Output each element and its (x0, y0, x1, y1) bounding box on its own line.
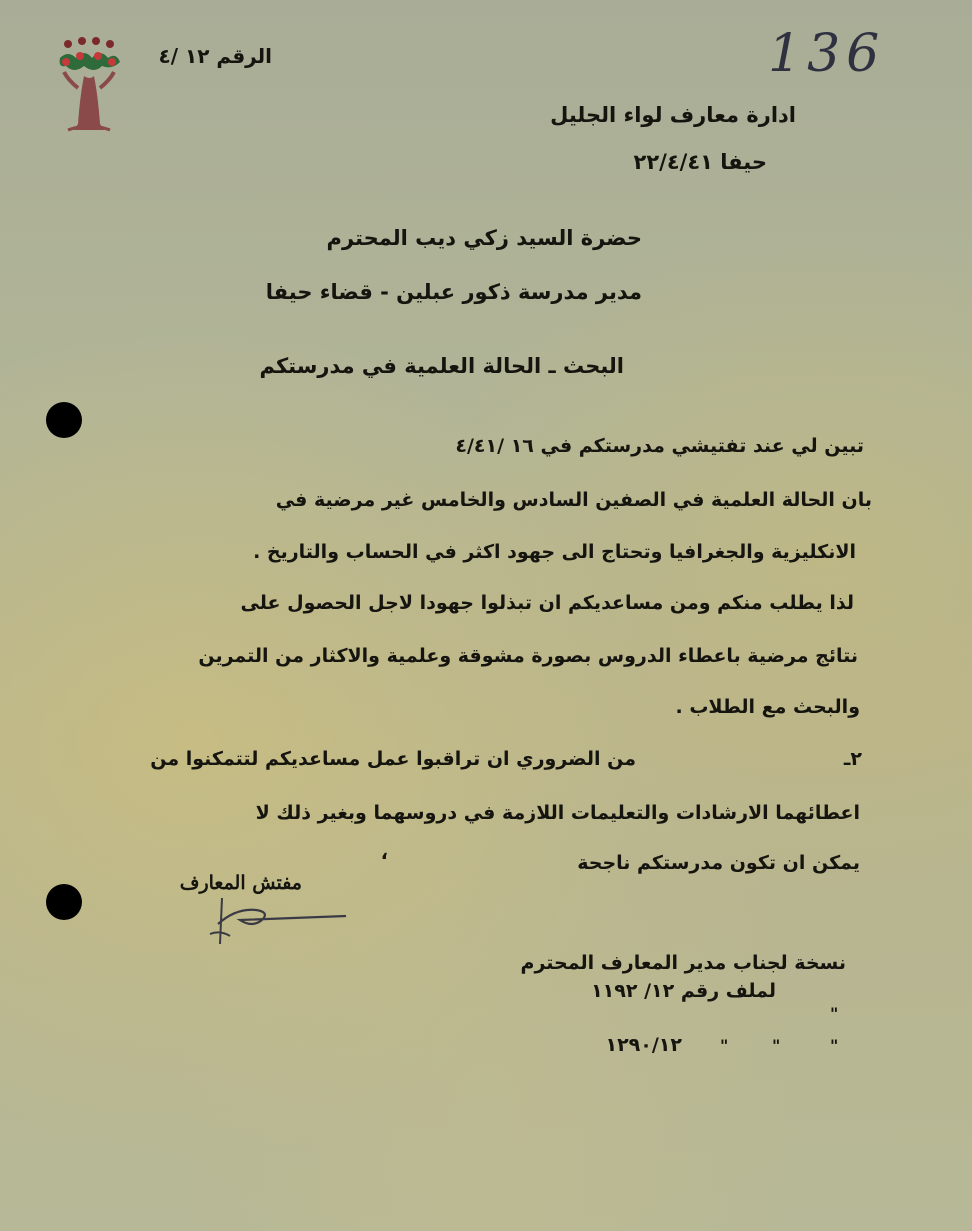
copy-file-ref-1: لملف رقم ١٢/ ١١٩٢ (591, 980, 776, 1002)
punch-hole-bottom (46, 884, 82, 920)
copy-to: نسخة لجناب مدير المعارف المحترم (520, 952, 846, 974)
ditto-mark-1: " (830, 1004, 839, 1023)
point-two-line-3: يمكن ان تكون مدرستكم ناجحة (577, 852, 860, 874)
recipient-title: مدير مدرسة ذكور عبلين - قضاء حيفا (265, 280, 642, 304)
ditto-mark-2: " (720, 1036, 729, 1055)
point-two-line-1: من الضروري ان تراقبوا عمل مساعديكم لتتمكنوا من (150, 748, 636, 770)
subject-line: البحث ـ الحالة العلمية في مدرستكم (259, 354, 624, 378)
body-line-3: الانكليزية والجغرافيا وتحتاج الى جهود اكثر في الحساب والتاريخ . (253, 541, 856, 563)
ditto-mark-4: " (830, 1036, 839, 1055)
copy-file-ref-2: ١٢٩٠/١٢ (605, 1034, 682, 1056)
body-line-2: بان الحالة العلمية في الصفين السادس والخامس غير مرضية في (275, 489, 872, 511)
handwritten-folio-number: 136 (768, 24, 886, 84)
body-line-4: لذا يطلب منكم ومن مساعديكم ان تبذلوا جهودا لاجل الحصول على (240, 592, 854, 614)
punch-hole-top (46, 402, 82, 438)
body-line-6: والبحث مع الطلاب . (675, 696, 860, 718)
signature-title: مفتش المعارف (179, 872, 302, 894)
point-two-line-2: اعطائهما الارشادات والتعليمات اللازمة في دروسهما وبغير ذلك لا (255, 802, 860, 824)
closing-mark: ، (380, 842, 388, 864)
body-line-5: نتائج مرضية باعطاء الدروس بصورة مشوقة وعلمية والاكثار من التمرين (198, 645, 858, 667)
place-date: حيفا ٢٢/٤/٤١ (633, 150, 767, 174)
ditto-mark-3: " (772, 1036, 781, 1055)
salutation: حضرة السيد زكي ديب المحترم (326, 226, 642, 250)
signature-scribble (196, 890, 356, 950)
issuing-office: ادارة معارف لواء الجليل (550, 103, 796, 127)
body-line-1: تبين لي عند تفتيشي مدرستكم في ١٦ /٤/٤١ (455, 435, 864, 457)
reference-number: الرقم ١٢ /٤ (158, 44, 272, 68)
tree-logo-icon (54, 36, 124, 134)
point-two-number: ٢ـ (843, 748, 862, 770)
